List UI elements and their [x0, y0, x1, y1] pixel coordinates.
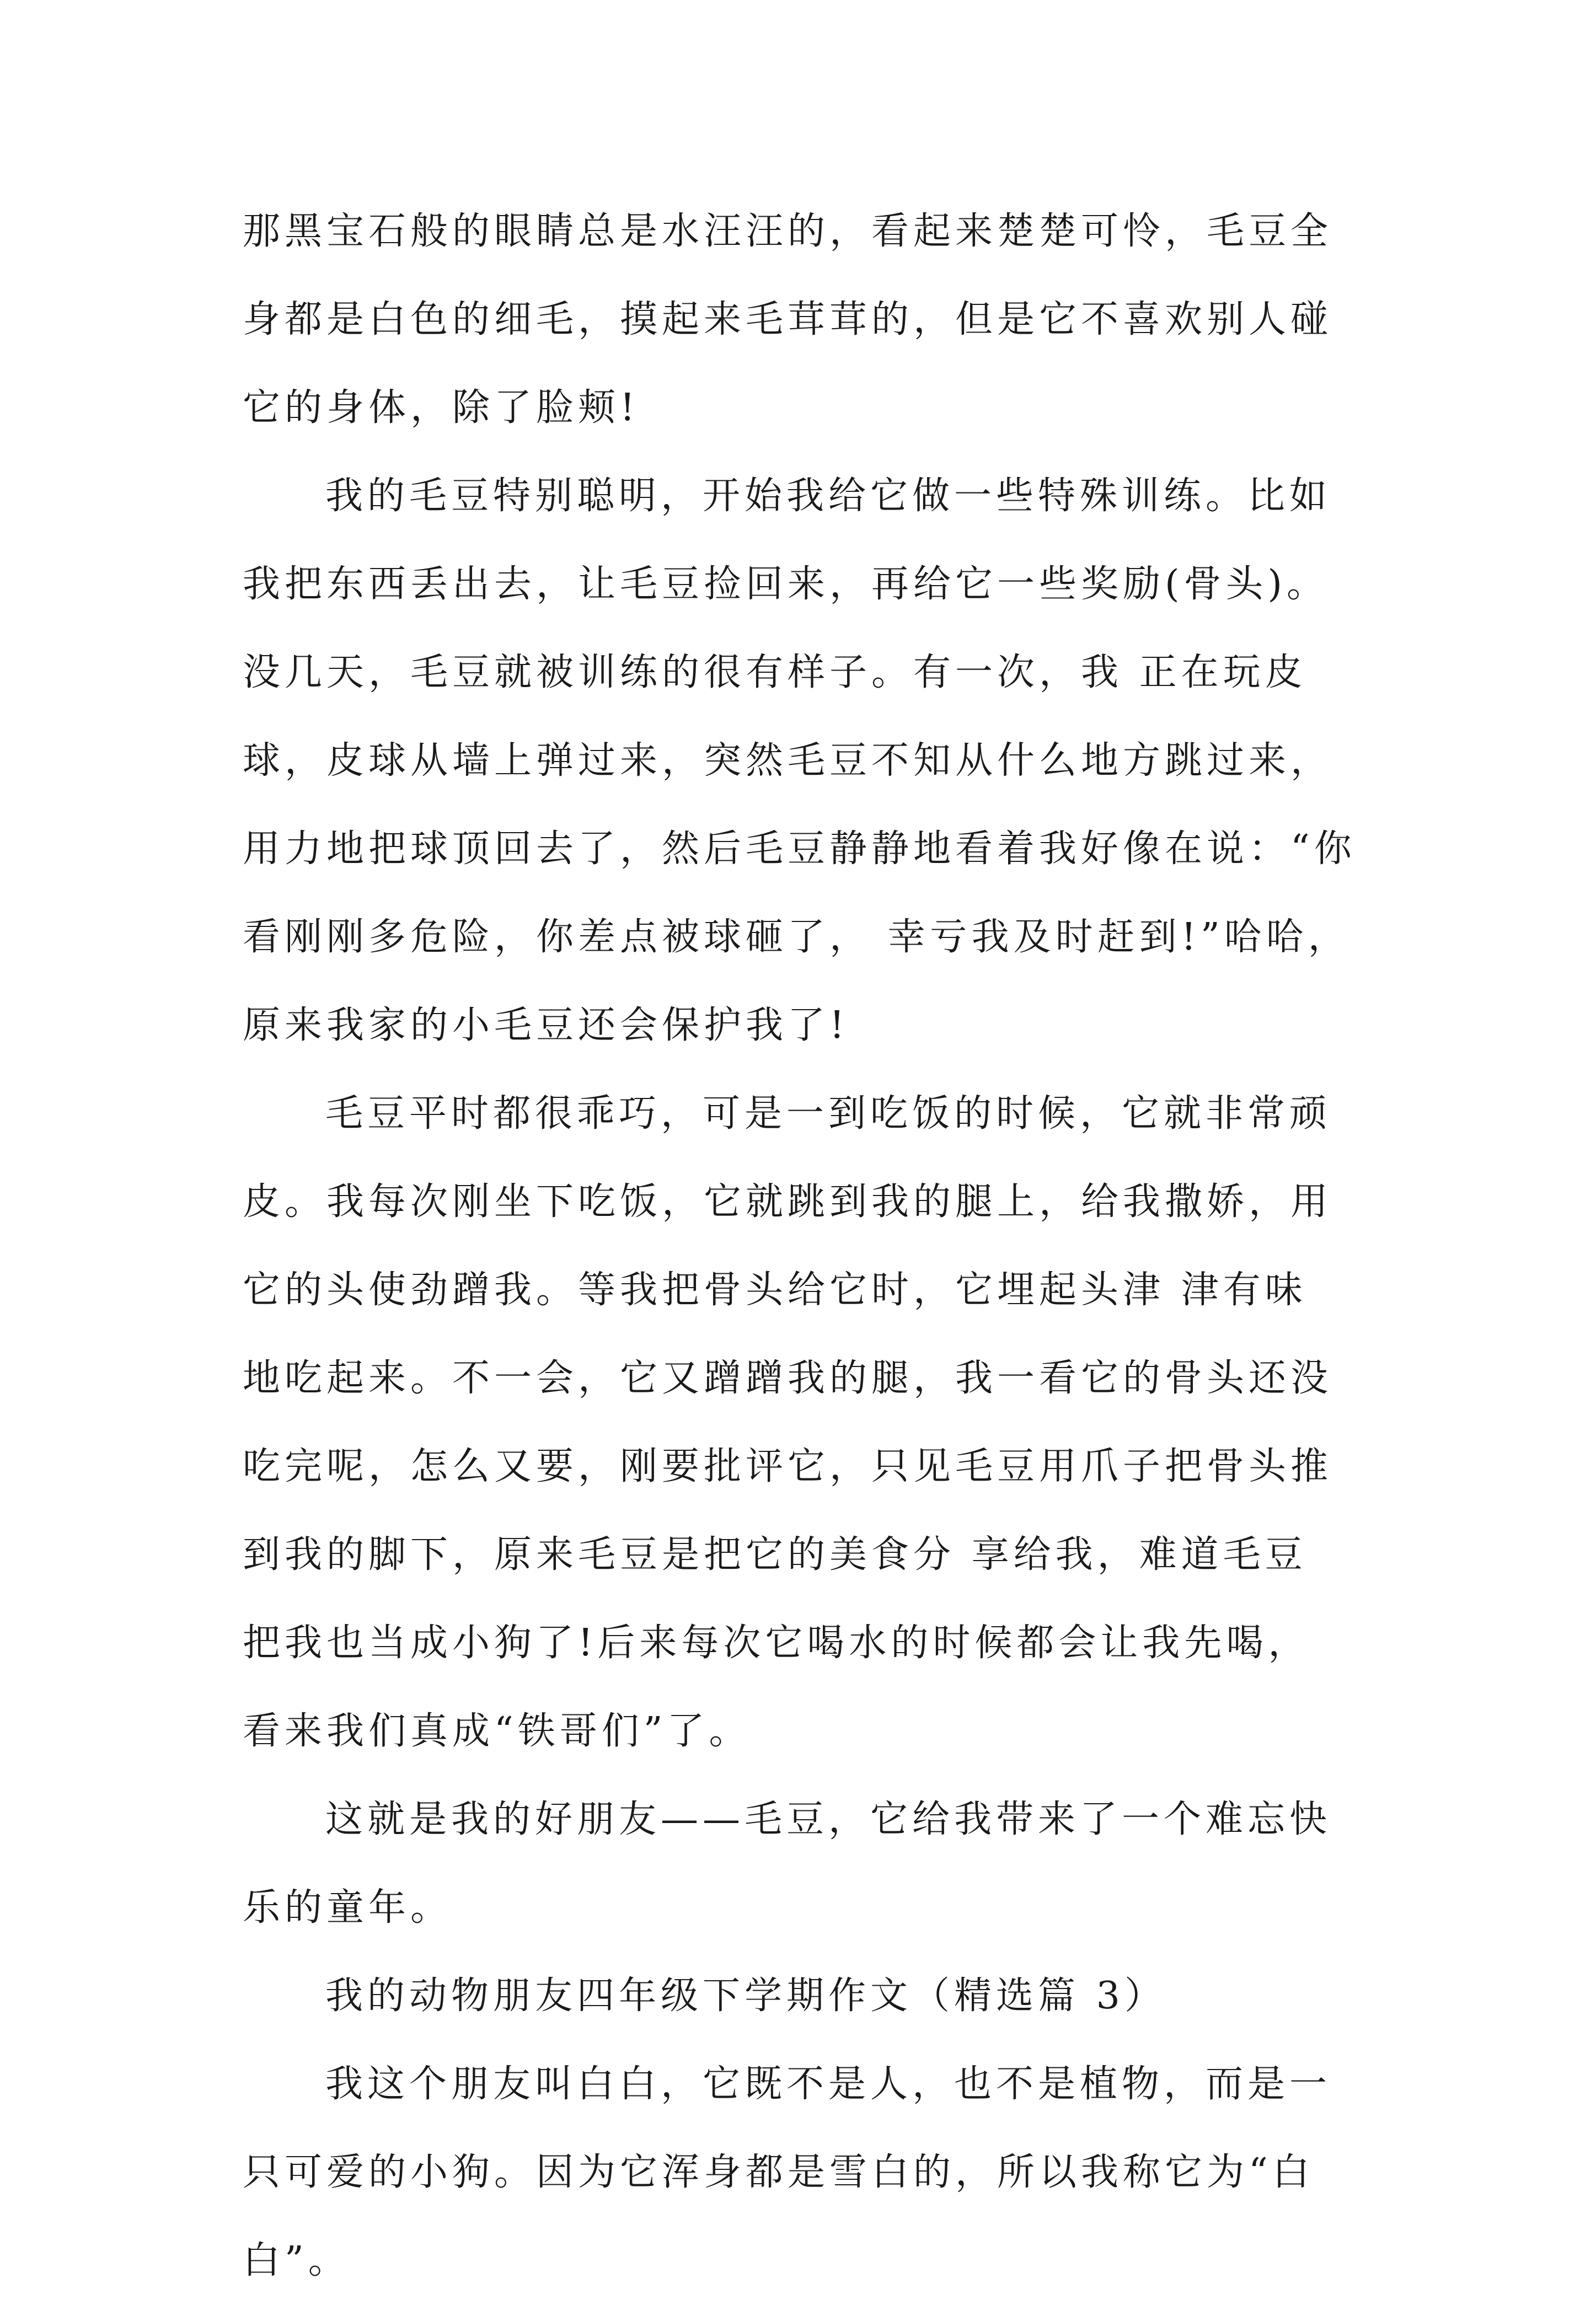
- text-line: 看刚刚多危险，你差点被球砸了， 幸亏我及时赶到!”哈哈，: [243, 915, 1350, 959]
- paragraph-start-line: 毛豆平时都很乖巧，可是一到吃饭的时候，它就非常顽: [325, 1092, 1332, 1135]
- paragraph-start-line: 我这个朋友叫白白，它既不是人，也不是植物，而是一: [325, 2062, 1332, 2106]
- text-line: 乐的童年。: [243, 1886, 453, 1929]
- text-line: 球，皮球从墙上弹过来，突然毛豆不知从什么地方跳过来，: [243, 739, 1333, 782]
- text-line: 把我也当成小狗了!后来每次它喝水的时候都会让我先喝，: [243, 1621, 1310, 1665]
- text-line: 到我的脚下，原来毛豆是把它的美食分 享给我，难道毛豆: [243, 1533, 1307, 1577]
- paragraph-start-line: 这就是我的好朋友——毛豆，它给我带来了一个难忘快: [325, 1798, 1332, 1841]
- paragraph-start-line: 我的毛豆特别聪明，开始我给它做一些特殊训练。比如: [325, 474, 1332, 518]
- text-line: 地吃起来。不一会，它又蹭蹭我的腿，我一看它的骨头还没: [243, 1357, 1333, 1400]
- text-line: 没几天，毛豆就被训练的很有样子。有一次，我 正在玩皮: [243, 651, 1307, 694]
- text-line: 白”。: [243, 2239, 350, 2282]
- text-line: 看来我们真成“铁哥们”了。: [243, 1709, 751, 1753]
- text-line: 它的头使劲蹭我。等我把骨头给它时，它埋起头津 津有味: [243, 1268, 1307, 1312]
- text-line: 它的身体，除了脸颊!: [243, 386, 640, 430]
- text-line: 那黑宝石般的眼睛总是水汪汪的，看起来楚楚可怜，毛豆全: [243, 210, 1333, 253]
- text-line: 我把东西丢出去，让毛豆捡回来，再给它一些奖励(骨头)。: [243, 562, 1329, 606]
- text-line: 身都是白色的细毛，摸起来毛茸茸的，但是它不喜欢别人碰: [243, 298, 1333, 341]
- text-line: 吃完呢，怎么又要，刚要批评它，只见毛豆用爪子把骨头推: [243, 1445, 1333, 1488]
- text-line: 皮。我每次刚坐下吃饭，它就跳到我的腿上，给我撒娇，用: [243, 1180, 1333, 1224]
- section-heading: 我的动物朋友四年级下学期作文（精选篇 3）: [325, 1974, 1166, 2018]
- text-line: 只可爱的小狗。因为它浑身都是雪白的，所以我称它为“白: [243, 2151, 1314, 2194]
- text-line: 原来我家的小毛豆还会保护我了!: [243, 1004, 849, 1047]
- text-line: 用力地把球顶回去了，然后毛豆静静地看着我好像在说：“你: [243, 827, 1356, 871]
- document-body: [243, 187, 1368, 2305]
